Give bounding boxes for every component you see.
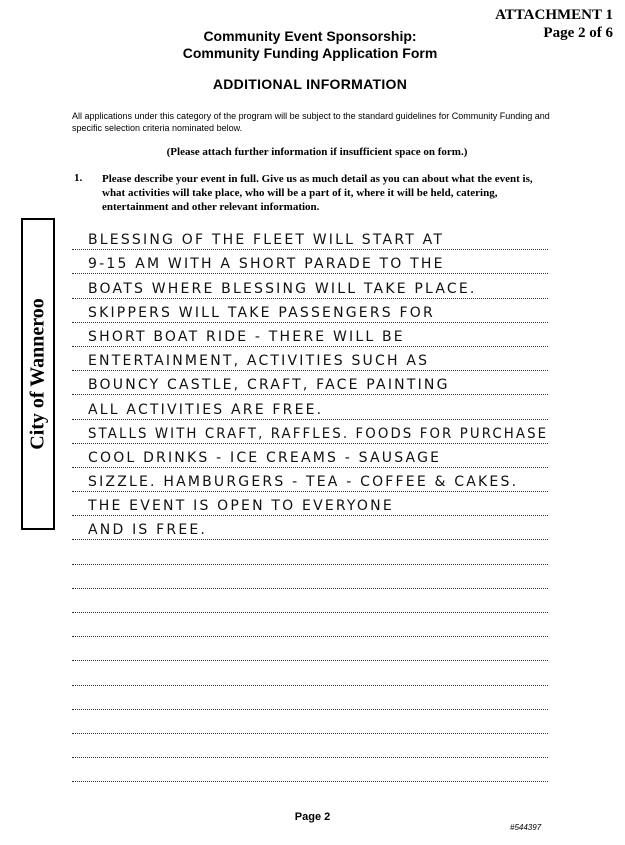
- answer-line: [72, 444, 548, 468]
- page-of-label: Page 2 of 6: [543, 25, 613, 41]
- answer-line: [72, 492, 548, 516]
- handwritten-text: ALL ACTIVITIES ARE FREE.: [88, 401, 324, 418]
- section-heading: ADDITIONAL INFORMATION: [212, 76, 408, 92]
- answer-line: [72, 589, 548, 613]
- document-number: #544397: [510, 823, 542, 832]
- handwritten-text: SHORT BOAT RIDE - THERE WILL BE: [88, 328, 405, 345]
- attachment-header: [495, 6, 613, 42]
- answer-line: [72, 661, 548, 685]
- city-name: City of Wanneroo: [26, 298, 49, 450]
- answer-line: [72, 468, 548, 492]
- answer-lines: [72, 226, 548, 782]
- question-text: Please describe your event in full. Give us as much detail as you can about what the event is, what activities will take place, who will be a part of it, where it will be held, catering, entertainment and other relevant information.: [102, 173, 533, 213]
- answer-line: [72, 395, 548, 419]
- form-title-line1: Community Event Sponsorship:: [203, 28, 417, 44]
- answer-line: [72, 347, 548, 371]
- handwritten-text: STALLS WITH CRAFT, RAFFLES. FOODS FOR PURCHASE: [88, 425, 549, 442]
- handwritten-text: THE EVENT IS OPEN TO EVERYONE: [88, 498, 394, 515]
- handwritten-text: ENTERTAINMENT, ACTIVITIES SUCH AS: [88, 353, 430, 370]
- handwritten-text: AND IS FREE.: [88, 522, 208, 539]
- intro-paragraph: All applications under this category of the program will be subject to the standard guidelines for Community Funding and specific selection criteria nominated below.: [72, 111, 550, 133]
- handwritten-text: SIZZLE. HAMBURGERS - TEA - COFFEE & CAKES.: [88, 474, 519, 491]
- answer-line: [72, 274, 548, 298]
- answer-line: [72, 758, 548, 782]
- answer-line: [72, 734, 548, 758]
- city-sidebar-box: [21, 218, 55, 530]
- question-number: 1.: [74, 172, 83, 184]
- handwritten-text: BOATS WHERE BLESSING WILL TAKE PLACE.: [88, 280, 477, 297]
- answer-line: [72, 540, 548, 564]
- handwritten-text: 9-15 AM WITH A SHORT PARADE TO THE: [88, 256, 445, 273]
- answer-line: [72, 371, 548, 395]
- answer-line: [72, 637, 548, 661]
- answer-line: [72, 226, 548, 250]
- handwritten-text: SKIPPERS WILL TAKE PASSENGERS FOR: [88, 304, 435, 321]
- page-footer: Page 2: [294, 811, 331, 823]
- attachment-label: ATTACHMENT 1: [495, 7, 613, 23]
- form-title-line2: Community Funding Application Form: [182, 45, 438, 61]
- answer-line: [72, 710, 548, 734]
- answer-line: [72, 686, 548, 710]
- attach-note: (Please attach further information if insufficient space on form.): [166, 146, 468, 158]
- handwritten-text: BOUNCY CASTLE, CRAFT, FACE PAINTING: [88, 377, 450, 394]
- answer-line: [72, 323, 548, 347]
- answer-line: [72, 613, 548, 637]
- answer-line: [72, 299, 548, 323]
- answer-line: [72, 565, 548, 589]
- answer-line: [72, 516, 548, 540]
- answer-line: [72, 420, 548, 444]
- answer-line: [72, 250, 548, 274]
- handwritten-text: BLESSING OF THE FLEET WILL START AT: [88, 232, 445, 249]
- handwritten-text: COOL DRINKS - ICE CREAMS - SAUSAGE: [88, 449, 442, 466]
